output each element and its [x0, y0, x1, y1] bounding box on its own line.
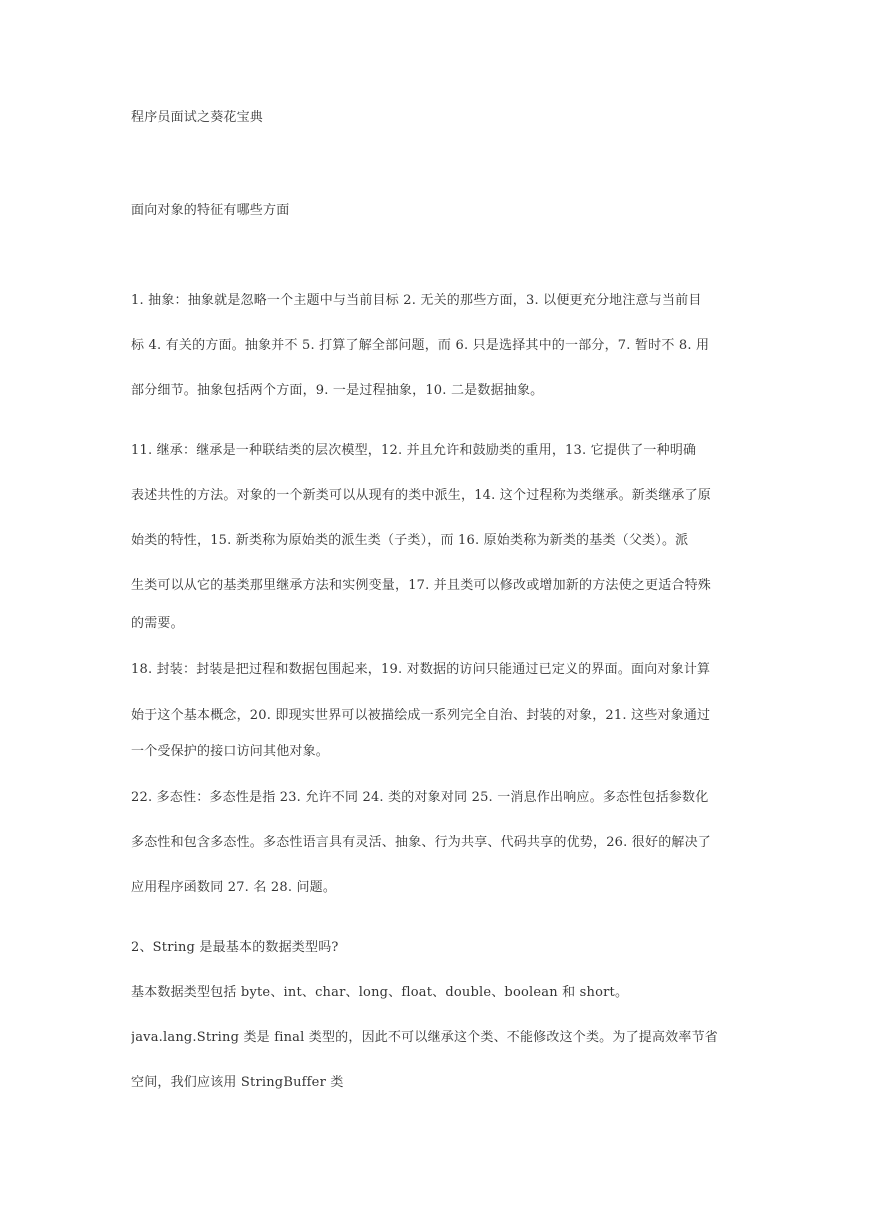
text-line: 的需要。 — [131, 616, 184, 631]
text-line: 多态性和包含多态性。多态性语言具有灵活、抽象、行为共享、代码共享的优势，26. 很好的解决了 — [131, 835, 712, 850]
text-line: 表述共性的方法。对象的一个新类可以从现有的类中派生，14. 这个过程称为类继承。新类继承了原 — [131, 488, 712, 503]
text-line: 标 4. 有关的方面。抽象并不 5. 打算了解全部问题，而 6. 只是选择其中的一部分，7. 暂时不 8. 用 — [131, 338, 710, 353]
text-line: 空间，我们应该用 StringBuffer 类 — [131, 1075, 344, 1090]
text-line: java.lang.String 类是 final 类型的，因此不可以继承这个类、不能修改这个类。为了提高效率节省 — [131, 1030, 718, 1045]
question-heading: 2、String 是最基本的数据类型吗? — [131, 940, 339, 955]
text-line: 一个受保护的接口访问其他对象。 — [131, 744, 330, 759]
text-line: 始类的特性，15. 新类称为原始类的派生类（子类），而 16. 原始类称为新类的基类（父类）。派 — [131, 533, 689, 548]
text-line: 生类可以从它的基类那里继承方法和实例变量，17. 并且类可以修改或增加新的方法使之更适合特殊 — [131, 578, 712, 593]
text-line: 11. 继承：继承是一种联结类的层次模型，12. 并且允许和鼓励类的重用，13. 它提供了一种明确 — [131, 443, 697, 458]
text-line: 18. 封装：封装是把过程和数据包围起来，19. 对数据的访问只能通过已定义的界面。面向对象计算 — [131, 662, 711, 677]
text-line: 应用程序函数同 27. 名 28. 问题。 — [131, 880, 337, 895]
text-line: 基本数据类型包括 byte、int、char、long、float、double、boolean 和 short。 — [131, 985, 629, 1000]
text-line: 1. 抽象：抽象就是忽略一个主题中与当前目标 2. 无关的那些方面，3. 以便更充分地注意与当前目 — [131, 293, 702, 308]
text-line: 部分细节。抽象包括两个方面，9. 一是过程抽象，10. 二是数据抽象。 — [131, 383, 544, 398]
section-heading: 面向对象的特征有哪些方面 — [131, 203, 290, 218]
document-title: 程序员面试之葵花宝典 — [131, 110, 264, 125]
text-line: 22. 多态性：多态性是指 23. 允许不同 24. 类的对象对同 25. 一消息作出响应。多态性包括参数化 — [131, 790, 709, 805]
text-line: 始于这个基本概念，20. 即现实世界可以被描绘成一系列完全自治、封装的对象，21. 这些对象通过 — [131, 708, 711, 723]
